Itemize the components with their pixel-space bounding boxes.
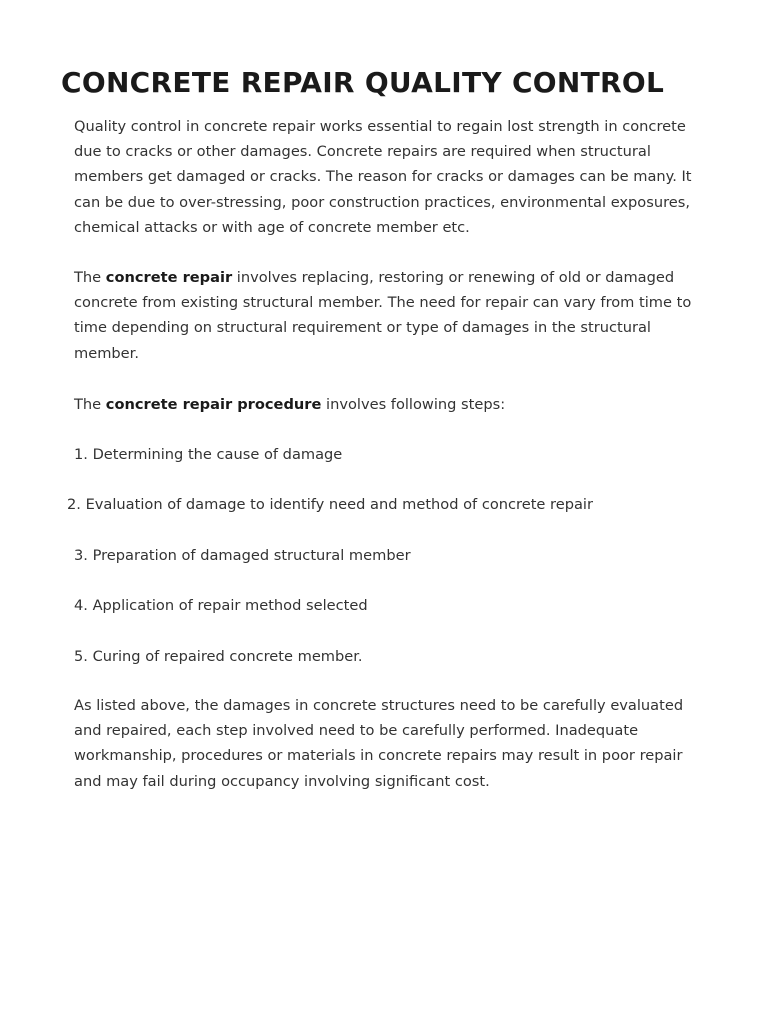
definition-line: member. (74, 344, 139, 362)
intro-line: Quality control in concrete repair works essential to regain lost strength in concrete (74, 118, 686, 135)
definition-paragraph (74, 265, 734, 366)
intro-paragraph (74, 114, 734, 240)
intro-line: due to cracks or other damages. Concrete repairs are required when structural (74, 143, 651, 161)
step-item: 1. Determining the cause of damage (74, 446, 343, 463)
step-item: 5. Curing of repaired concrete member. (74, 648, 363, 665)
definition-line: concrete from existing structural member. The need for repair can vary from time to (74, 294, 692, 312)
definition-line: time depending on structural requirement or type of damages in the structural (74, 319, 651, 337)
procedure-text: The (74, 396, 106, 413)
concrete-repair-procedure-term: concrete repair procedure (105, 396, 322, 413)
definition-text: The (74, 269, 106, 286)
definition-text: involves replacing, restoring or renewing of old or damaged (232, 269, 675, 286)
intro-line: members get damaged or cracks. The reason for cracks or damages can be many. It (74, 168, 692, 186)
conclusion-line: and may fail during occupancy involving significant cost. (74, 772, 490, 790)
concrete-repair-term: concrete repair (105, 269, 233, 286)
procedure-text: involves following steps: (321, 396, 506, 413)
conclusion-line: workmanship, procedures or materials in concrete repairs may result in poor repair (74, 747, 683, 765)
conclusion-paragraph (74, 693, 734, 794)
step-item: 4. Application of repair method selected (74, 597, 368, 614)
definition-line (74, 265, 734, 290)
intro-line: chemical attacks or with age of concrete member etc. (74, 218, 470, 236)
procedure-intro (74, 392, 734, 417)
step-item: 2. Evaluation of damage to identify need and method of concrete repair (67, 496, 593, 513)
page-title: CONCRETE REPAIR QUALITY CONTROL (61, 66, 665, 99)
step-item: 3. Preparation of damaged structural member (74, 547, 411, 564)
intro-line: can be due to over-stressing, poor construction practices, environmental exposures, (74, 193, 690, 211)
conclusion-line: As listed above, the damages in concrete structures need to be carefully evaluated (74, 697, 684, 714)
procedure-intro-line (74, 392, 734, 417)
conclusion-line: and repaired, each step involved need to be carefully performed. Inadequate (74, 722, 639, 740)
